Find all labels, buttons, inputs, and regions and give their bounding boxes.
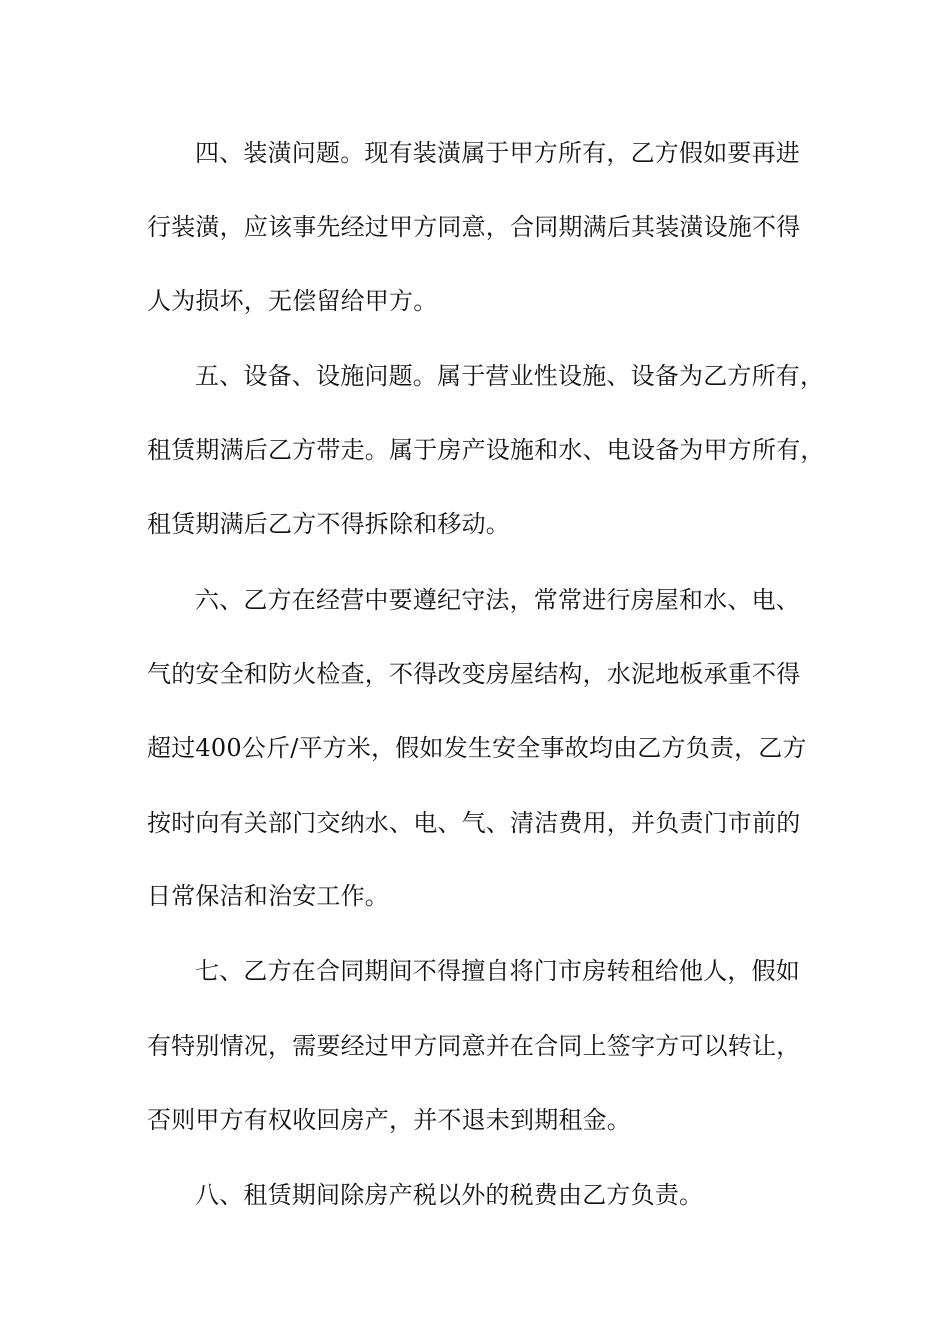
paragraph-5-line-2: 租赁期满后乙方带走。属于房产设施和水、电设备为甲方所有， — [147, 436, 825, 464]
paragraph-7-line-2: 有特别情况，需要经过甲方同意并在合同上签字方可以转让， — [147, 1032, 801, 1060]
paragraph-8-line-1: 八、租赁期间除房产税以外的税费由乙方负责。 — [195, 1181, 704, 1209]
paragraph-6-line-2: 气的安全和防火检查，不得改变房屋结构，水泥地板承重不得 — [147, 660, 801, 688]
paragraph-4-line-2: 行装潢，应该事先经过甲方同意，合同期满后其装潢设施不得 — [147, 213, 801, 241]
paragraph-6-line-4: 按时向有关部门交纳水、电、气、清洁费用，并负责门市前的 — [147, 809, 801, 837]
paragraph-5-line-1: 五、设备、设施问题。属于营业性设施、设备为乙方所有， — [195, 362, 825, 390]
paragraph-6-line-3: 超过400公斤/平方米，假如发生安全事故均由乙方负责，乙方 — [147, 734, 807, 762]
paragraph-6-line-1: 六、乙方在经营中要遵纪守法，常常进行房屋和水、电、 — [195, 586, 800, 614]
paragraph-5-line-3: 租赁期满后乙方不得拆除和移动。 — [147, 510, 510, 538]
paragraph-7-line-3: 否则甲方有权收回房产，并不退未到期租金。 — [147, 1106, 631, 1134]
paragraph-4-line-1: 四、装潢问题。现有装潢属于甲方所有，乙方假如要再进 — [195, 139, 800, 167]
paragraph-4-line-3: 人为损坏，无偿留给甲方。 — [147, 287, 438, 315]
paragraph-7-line-1: 七、乙方在合同期间不得擅自将门市房转租给他人，假如 — [195, 957, 800, 985]
paragraph-6-line-5: 日常保洁和治安工作。 — [147, 882, 389, 910]
